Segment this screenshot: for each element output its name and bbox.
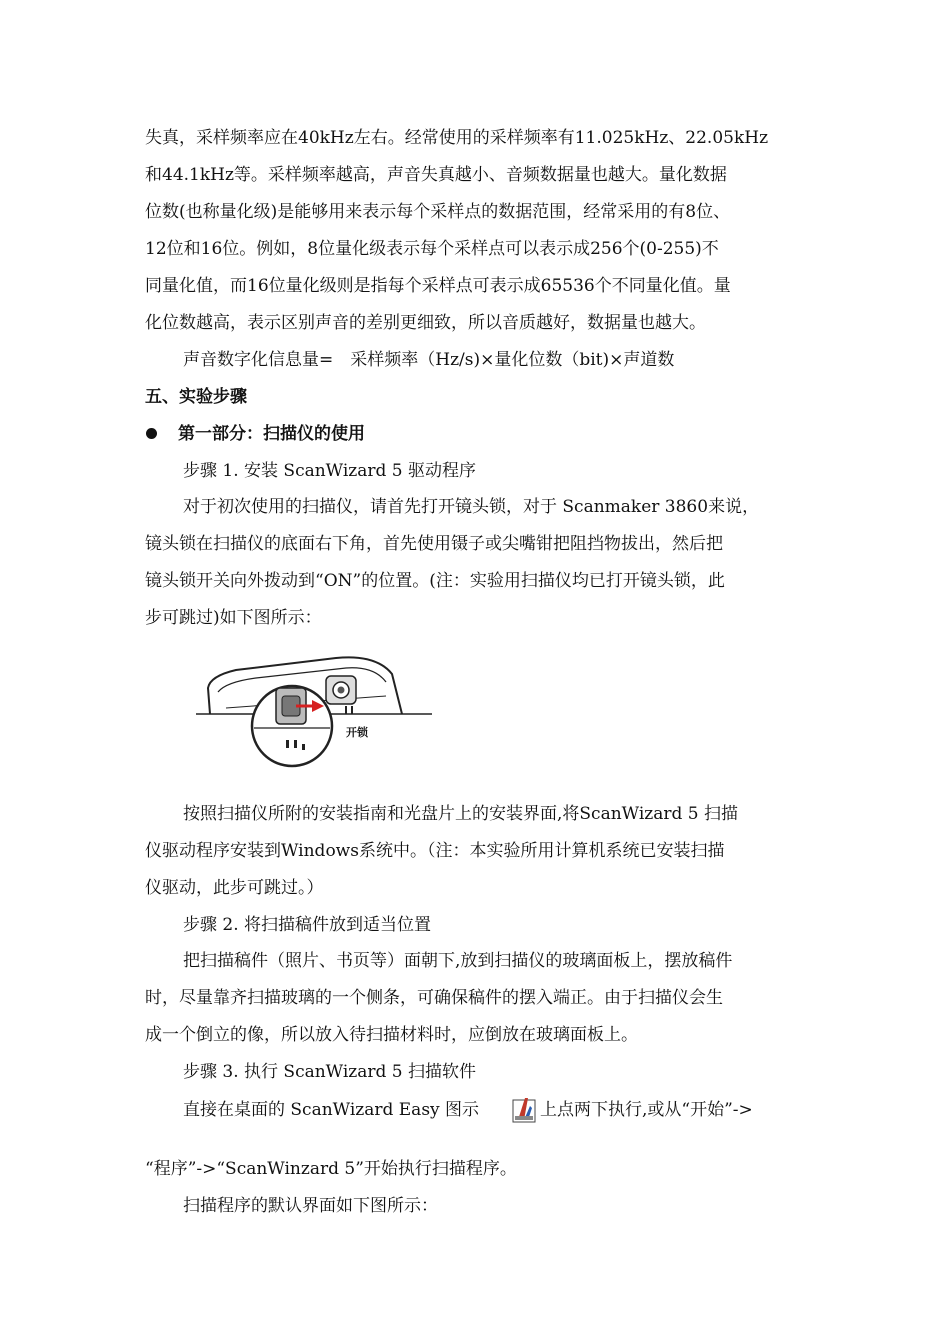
bullet-heading: 第一部分：扫描仪的使用 [178,424,365,444]
step1-line-1: 对于初次使用的扫描仪，请首先打开镜头锁，对于 Scanmaker 3860来说， [183,497,760,517]
step1-after-line-3: 仪驱动，此步可跳过。） [145,878,324,898]
formula-line: 声音数字化信息量= 采样频率（Hz/s)×量化位数（bit)×声道数 [183,350,675,370]
step3-title: 步骤 3. 执行 ScanWizard 5 扫描软件 [183,1062,477,1082]
scanner-lens-lock-illustration [196,648,432,770]
step1-line-3: 镜头锁开关向外拨动到“ON”的位置。(注：实验用扫描仪均已打开镜头锁，此 [145,571,725,591]
step2-line-3: 成一个倒立的像，所以放入待扫描材料时，应倒放在玻璃面板上。 [145,1025,638,1045]
bullet-dot-icon [146,428,157,439]
step1-after-line-1: 按照扫描仪所附的安装指南和光盘片上的安装界面,将ScanWizard 5 扫描 [183,804,738,824]
step1-line-2: 镜头锁在扫描仪的底面右下角，首先使用镊子或尖嘴钳把阻挡物拔出，然后把 [145,534,723,554]
paragraph1-line-5: 同量化值，而16位量化级则是指每个采样点可表示成65536个不同量化值。量 [145,276,731,296]
step3-line-before-icon: 直接在桌面的 ScanWizard Easy 图示 [183,1100,480,1120]
step2-line-1: 把扫描稿件（照片、书页等）面朝下,放到扫描仪的玻璃面板上，摆放稿件 [183,951,733,971]
scanwizard-easy-icon-graphic [512,1096,538,1124]
step1-line-4: 步可跳过)如下图所示： [145,608,322,628]
scanner-lens-lock-figure [196,648,432,770]
step1-title: 步骤 1. 安装 ScanWizard 5 驱动程序 [183,461,477,481]
step3-line-last: 扫描程序的默认界面如下图所示： [183,1196,438,1216]
figure-label-unlock: 开锁 [346,727,368,739]
paragraph1-line-4: 12位和16位。例如，8位量化级表示每个采样点可以表示成256个(0-255)不 [145,239,719,259]
paragraph1-line-2: 和44.1kHz等。采样频率越高，声音失真越小、音频数据量也越大。量化数据 [145,165,727,185]
scanwizard-easy-icon [512,1096,538,1124]
step2-title: 步骤 2. 将扫描稿件放到适当位置 [183,915,432,935]
paragraph1-line-1: 失真，采样频率应在40kHz左右。经常使用的采样频率有11.025kHz、22.05kHz [145,128,769,148]
section-heading: 五、实验步骤 [145,387,247,407]
step3-line-next: “程序”->“ScanWinzard 5”开始执行扫描程序。 [145,1159,517,1179]
step3-line-after-icon: 上点两下执行,或从“开始”-> [540,1100,753,1120]
step1-after-line-2: 仪驱动程序安装到Windows系统中。（注：本实验所用计算机系统已安装扫描 [145,841,725,861]
step2-line-2: 时，尽量靠齐扫描玻璃的一个侧条，可确保稿件的摆入端正。由于扫描仪会生 [145,988,723,1008]
paragraph1-line-3: 位数(也称量化级)是能够用来表示每个采样点的数据范围，经常采用的有8位、 [145,202,731,222]
paragraph1-line-6: 化位数越高，表示区别声音的差别更细致，所以音质越好，数据量也越大。 [145,313,706,333]
